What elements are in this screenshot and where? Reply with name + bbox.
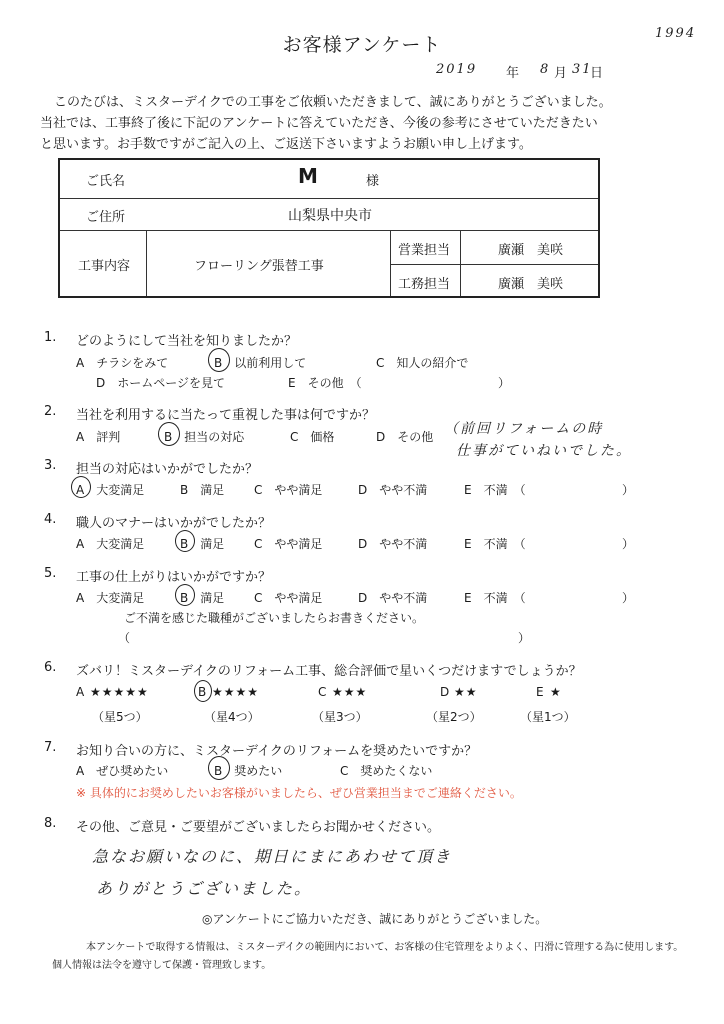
thanks-line: ◎アンケートにご協力いただき、誠にありがとうございました。 [202,912,548,926]
customer-name: M [298,164,318,188]
intro-text [40,92,700,155]
star-rating: ★★★★ [212,685,260,699]
intro-line: このたびは、ミスターデイクでの工事をご依頼いただきまして、誠にありがとうございました。 [54,95,612,110]
option-c: C 知人の紹介で [376,356,469,370]
paren-open: （ [118,631,131,645]
star-rating: ★★★ [332,685,368,699]
option-d: D その他 [376,430,434,444]
handwritten-comment: 急なお願いなのに、期日にまにあわせて頂き [92,847,453,866]
star-option-letter: D [440,685,450,699]
question-text: 担当の対応はいかがでしたか？ [76,462,259,477]
handwritten-answer: （前回リフォームの時 [444,421,604,437]
option-e: E 不満 （ [464,591,526,605]
date-year-unit: 年 [506,66,520,81]
work-label: 工事内容 [78,259,131,274]
option-b: B 満足 [180,591,225,605]
handwritten-comment: ありがとうございました。 [96,879,313,898]
sales-label: 営業担当 [398,243,451,258]
star-option-letter: E [536,685,544,699]
star-option-letter: C [318,685,327,699]
question-text: 工事の仕上がりはいかがですか？ [76,570,272,585]
question-text: 当社を利用するに当たって重視した事は何ですか？ [76,408,376,423]
option-a: A 大変満足 [76,591,145,605]
star-label: （星5つ） [92,710,148,724]
question-number: 6. [44,660,57,675]
option-d: D やや不満 [358,483,428,497]
selected-circle [158,422,180,446]
option-e: E 不満 （ [464,483,526,497]
question-number: 4. [44,512,57,527]
option-b: B 以前利用して [214,356,307,370]
intro-line: と思います。お手数ですがご記入の上、ご返送下さいますようお願い申し上げます。 [40,137,532,152]
question-text: その他、ご意見・ご要望がございましたらお聞かせください。 [76,820,441,835]
paren-close: ） [622,591,635,605]
question-number: 8. [44,816,57,831]
option-a: A ぜひ奨めたい [76,764,169,778]
customer-info-table [58,158,600,298]
option-a: A 大変満足 [76,483,145,497]
work-value: フローリング張替工事 [194,259,324,274]
option-a: A チラシをみて [76,356,169,370]
question-number: 1. [44,330,57,345]
question-number: 3. [44,458,57,473]
address-value: 山梨県中央市 [288,208,372,224]
serial-number: 1994 [655,26,697,41]
question-number: 2. [44,404,57,419]
star-label: （星1つ） [520,710,576,724]
option-b: B 満足 [180,537,225,551]
honorific: 様 [366,174,380,189]
sub-question: ご不満を感じた職種がございましたらお書きください。 [124,611,425,625]
option-c: C 価格 [290,430,335,444]
question-number: 5. [44,566,57,581]
option-a: A 評判 [76,430,121,444]
option-e: E その他 （ [288,376,362,390]
option-b: B 奨めたい [214,764,283,778]
option-b: B 担当の対応 [164,430,245,444]
option-c: C やや満足 [254,483,323,497]
paren-close: ） [622,483,635,497]
intro-line: 当社では、工事終了後に下記のアンケートに答えていただき、今後の参考にさせていただきたい [40,116,598,131]
selected-circle [194,680,212,702]
option-b: B 満足 [180,483,225,497]
date-month: 8 [540,62,551,77]
option-d: D やや不満 [358,591,428,605]
address-label: ご住所 [86,210,126,225]
date-day: 31 [572,62,593,77]
sales-person: 廣瀬 美咲 [498,243,564,258]
name-label: ご氏名 [86,174,126,189]
option-e: E 不満 （ [464,537,526,551]
star-option-letter: A [76,685,85,699]
handwritten-answer: 仕事がていねいでした。 [456,443,632,459]
engineer-person: 廣瀬 美咲 [498,277,564,292]
selected-circle [71,476,91,498]
selected-circle [175,584,195,606]
question-text: お知り合いの方に、ミスターデイクのリフォームを奨めたいですか？ [76,744,478,759]
date-month-unit: 月 [554,66,568,81]
star-label: （星3つ） [312,710,368,724]
option-a: A 大変満足 [76,537,145,551]
option-d: D やや不満 [358,537,428,551]
date-year: 2019 [436,62,478,77]
option-c: C 奨めたくない [340,764,433,778]
page-title: お客様アンケート [282,34,442,56]
star-option-letter: B [198,685,207,699]
star-rating: ★ [550,685,562,699]
question-number: 7. [44,740,57,755]
question-text: どのようにして当社を知りましたか？ [76,334,298,349]
star-rating: ★★ [454,685,478,699]
paren-close: ） [498,376,511,390]
paren-close: ） [518,631,531,645]
star-label: （星2つ） [426,710,482,724]
selected-circle [208,348,230,372]
star-rating: ★★★★★ [90,685,149,699]
selected-circle [208,756,230,780]
footer-privacy: 本アンケートで取得する情報は、ミスターデイクの範囲内において、お客様の住宅管理をよりよく、円滑に管理する為に使用します。 [86,942,684,953]
option-c: C やや満足 [254,591,323,605]
star-label: （星4つ） [204,710,260,724]
date-day-unit: 日 [590,66,604,81]
contact-note: ※ 具体的にお奨めしたいお客様がいましたら、ぜひ営業担当までご連絡ください。 [76,786,522,800]
paren-close: ） [622,537,635,551]
footer-privacy: 個人情報は法令を遵守して保護・管理致します。 [52,960,272,971]
question-text: 職人のマナーはいかがでしたか？ [76,516,272,531]
engineer-label: 工務担当 [398,277,451,292]
option-c: C やや満足 [254,537,323,551]
question-text: ズバリ！ミスターデイクのリフォーム工事、総合評価で星いくつだけますでしょうか？ [76,664,582,679]
selected-circle [175,530,195,552]
option-d: D ホームページを見て [96,376,226,390]
